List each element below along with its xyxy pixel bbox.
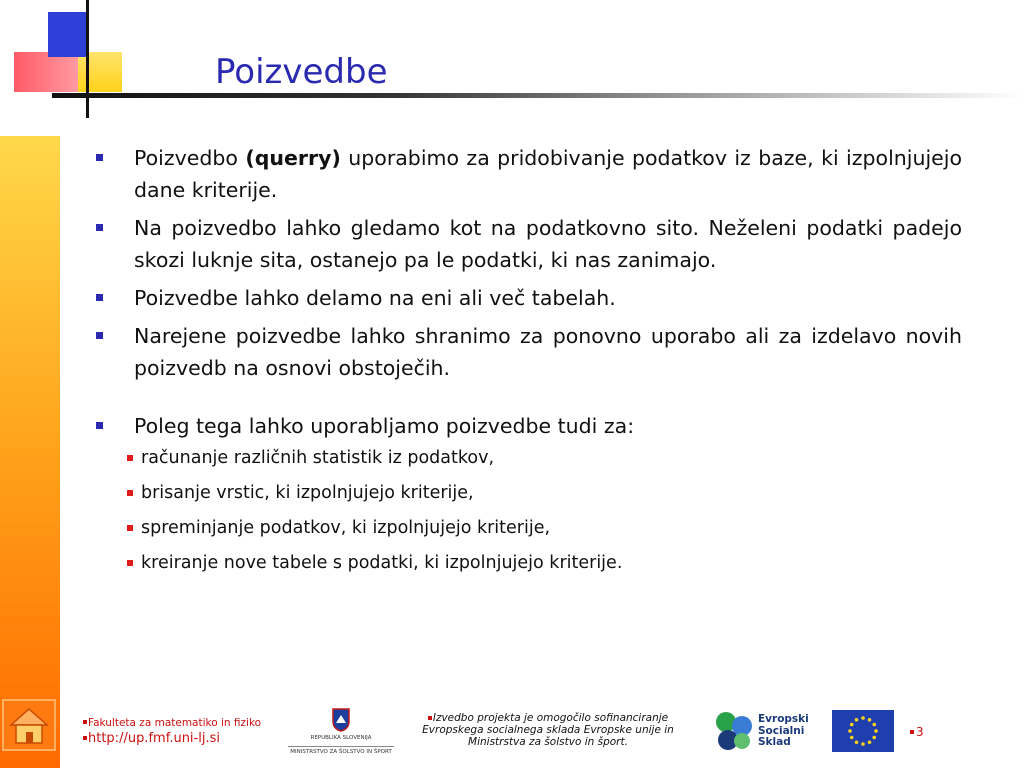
eu-star — [861, 716, 865, 720]
faculty-url-link[interactable]: http://up.fmf.uni-lj.si — [88, 731, 220, 746]
eu-flag — [832, 710, 894, 752]
bullet-item: Poizvedbe lahko delamo na eni ali več tabelah. — [96, 282, 962, 314]
logo-blue-square — [48, 12, 88, 57]
eu-star — [861, 742, 865, 746]
page-number-value: 3 — [916, 725, 924, 739]
page-number — [910, 725, 924, 739]
funding-note-text: Izvedbo projekta je omogočilo sofinanciranje Evropskega socialnega sklada Evropske unije in Ministrstva za šolstvo in šport. — [422, 712, 674, 748]
esf-line3: Sklad — [758, 736, 791, 748]
sub-bullet-list — [134, 442, 962, 579]
eu-star — [850, 736, 854, 740]
gov-logo-line1: REPUBLIKA SLOVENIJA — [310, 735, 372, 741]
eu-star — [848, 729, 852, 733]
side-gradient-bar — [0, 136, 60, 768]
funding-note — [408, 712, 688, 748]
eu-star — [855, 740, 859, 744]
esf-logo-text — [758, 714, 809, 749]
bullet-text-part: uporabimo za pridobivanje podatkov iz baze, ki izpolnjujejo dane kriterije. — [134, 146, 962, 202]
bullet-text-bold: (querry) — [245, 146, 341, 170]
sub-bullet-item: računanje različnih statistik iz podatkov, — [96, 442, 962, 474]
eu-star — [855, 718, 859, 722]
esf-emblem-icon — [712, 710, 756, 752]
eu-star — [872, 723, 876, 727]
eu-star — [868, 718, 872, 722]
slovenia-crest-icon — [332, 708, 350, 732]
gov-logo-line2: MINISTRSTVO ZA ŠOLSTVO IN ŠPORT — [288, 746, 394, 755]
bullet-list — [96, 142, 962, 579]
home-button[interactable] — [2, 699, 56, 751]
eu-stars-icon — [832, 710, 894, 752]
ministry-logo — [288, 708, 394, 758]
esf-logo — [712, 710, 812, 752]
bullet-text-part: Poizvedbo — [134, 146, 246, 170]
sub-bullet-item: brisanje vrstic, ki izpolnjujejo kriterije, — [96, 477, 962, 509]
logo-yellow-square — [78, 52, 122, 92]
eu-star — [872, 736, 876, 740]
sub-bullet-item: kreiranje nove tabele s podatki, ki izpolnjujejo kriterije. — [96, 547, 962, 579]
bullet-item — [96, 410, 962, 579]
esf-line2: Socialni — [758, 724, 805, 737]
eu-star — [874, 729, 878, 733]
logo-red-square — [14, 52, 78, 92]
home-icon — [7, 705, 51, 747]
footer-faculty — [83, 716, 261, 746]
eu-star — [850, 723, 854, 727]
slide-title: Poizvedbe — [215, 52, 388, 92]
eu-star — [868, 740, 872, 744]
bullet-text: Poleg tega lahko uporabljamo poizvedbe tudi za: — [134, 414, 635, 438]
title-underline — [52, 93, 1024, 98]
faculty-name: Fakulteta za matematiko in fiziko — [88, 717, 262, 729]
logo-vertical-line — [86, 0, 89, 118]
bullet-item: Na poizvedbo lahko gledamo kot na podatkovno sito. Neželeni podatki padejo skozi luknje sita, ostanejo pa le podatki, ki nas zanimajo. — [96, 212, 962, 276]
esf-line1: Evropski — [758, 713, 809, 725]
sub-bullet-item: spreminjanje podatkov, ki izpolnjujejo kriterije, — [96, 512, 962, 544]
bullet-item: Narejene poizvedbe lahko shranimo za ponovno uporabo ali za izdelavo novih poizvedb na osnovi obstoječih. — [96, 320, 962, 384]
slide-content — [96, 142, 962, 585]
bullet-item — [96, 142, 962, 206]
